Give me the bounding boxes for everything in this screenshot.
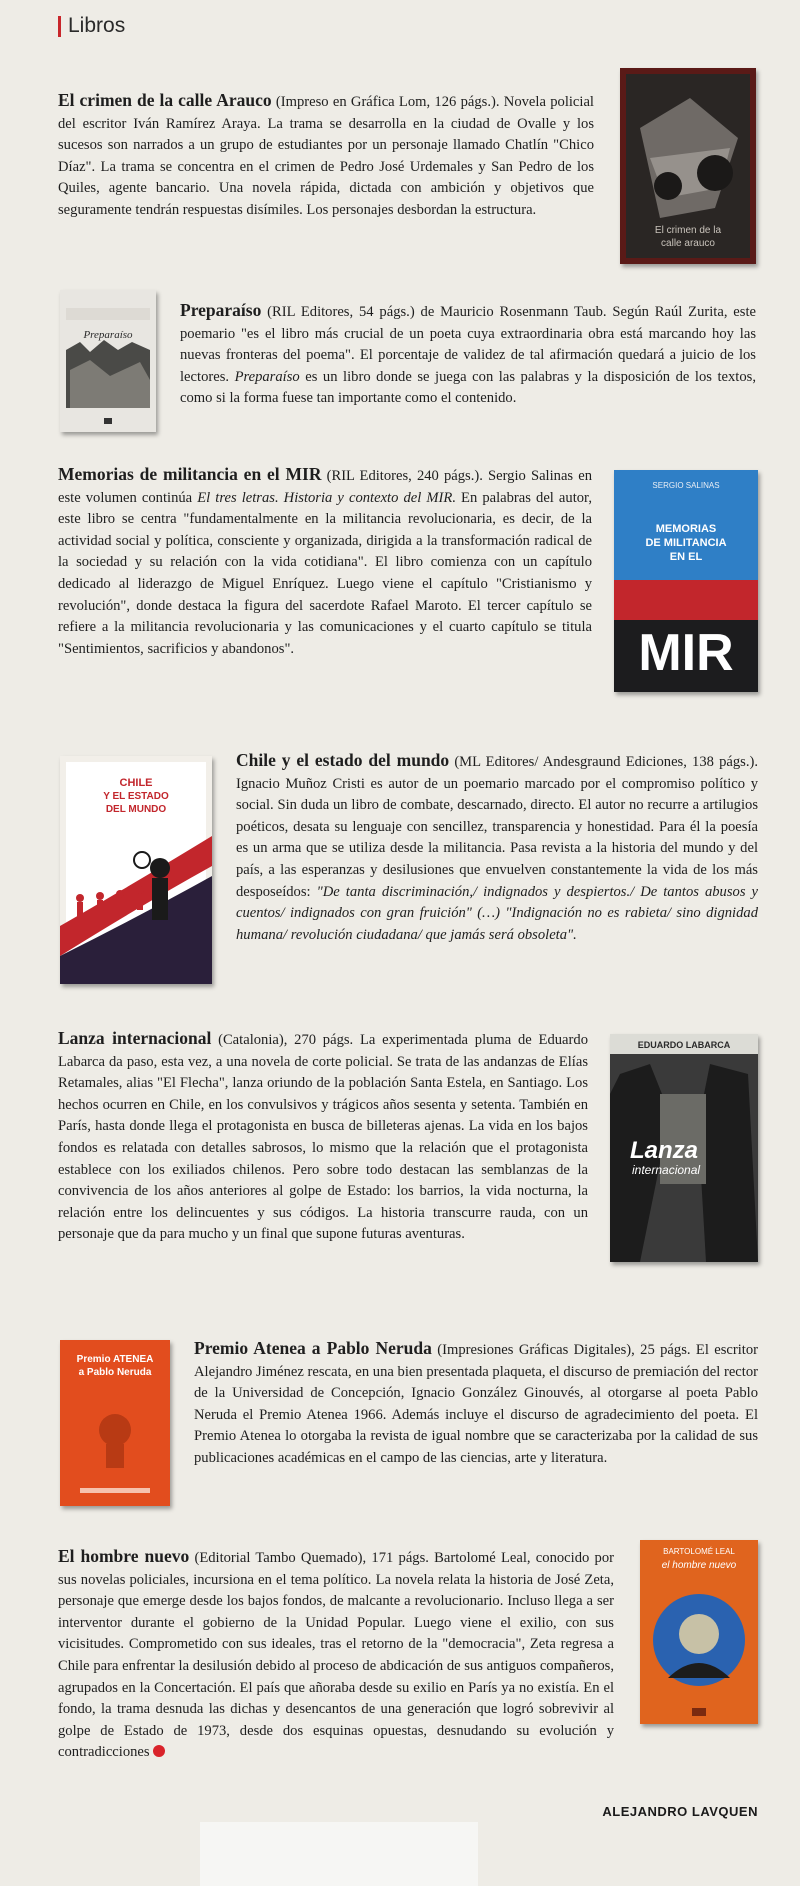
cover-title-line2: DE MILITANCIA	[645, 537, 727, 549]
cover-author: BARTOLOMÉ LEAL	[663, 1547, 735, 1556]
section-title: Libros	[68, 14, 126, 37]
book-cover-hombre-nuevo	[640, 1540, 758, 1724]
review-title: Preparaíso	[180, 300, 262, 320]
review-body: Sergio Salinas en este volumen continúa	[58, 468, 592, 506]
review-crimen-calle-arauco	[58, 90, 594, 222]
review-premio-atenea	[194, 1338, 758, 1470]
review-title: Chile y el estado del mundo	[236, 750, 450, 770]
review-body: de Mauricio Rosenmann Taub. Según Raúl Zurita, este poemario "es el libro más crucial de un poeta cuya extraordinaria obra está marcando hoy las nuevas fronteras del poema". El porcentaje de validez de tal afirmación quedará a juicio de los lectores.	[180, 304, 756, 385]
review-title: El hombre nuevo	[58, 1546, 190, 1566]
review-publisher: (Editorial Tambo Quemado), 171 págs.	[189, 1550, 429, 1566]
footer-blank-box	[200, 1822, 478, 1886]
review-body-end: En palabras del autor, este libro se centra "fundamentalmente en la militancia revolucionaria, es decir, de la actividad social y política, consciente y organizada, dirigida a la transformación radical de la sociedad y su relación con la vida cotidiana". El libro comienza con un capítulo dedicado al liderazgo de Miguel Enríquez. Luego viene el capítulo "Cristianismo y revolución", donde destaca la figura del sacerdote Rafael Maroto. El tercer capítulo se refiere a la militancia revolucionaria y las comunicaciones y el cuarto capítulo se titula "Sentimientos, sacrificios y abandonos".	[58, 489, 592, 657]
review-title: Premio Atenea a Pablo Neruda	[194, 1338, 432, 1358]
review-title: Memorias de militancia en el MIR	[58, 464, 322, 484]
cover-title-line1: MEMORIAS	[655, 523, 717, 535]
book-cover-crimen-calle-arauco	[620, 68, 756, 264]
cover-author: SERGIO SALINAS	[652, 481, 720, 490]
review-publisher: (Catalonia), 270 págs.	[211, 1032, 354, 1048]
cover-title-line3: DEL MUNDO	[105, 804, 167, 815]
author-signature: ALEJANDRO LAVQUEN	[602, 1804, 758, 1819]
cover-title-line1: Premio ATENEA	[76, 1354, 154, 1365]
review-publisher: (Impresiones Gráficas Digitales), 25 págs.	[431, 1342, 691, 1358]
cover-title-line2: Y EL ESTADO	[103, 791, 169, 802]
cover-title-big: MIR	[638, 624, 734, 682]
review-italic: Preparaíso	[234, 368, 300, 385]
book-cover-memorias-mir	[614, 470, 758, 692]
section-header	[58, 14, 125, 38]
review-chile-estado-mundo	[236, 750, 758, 946]
cover-title: Preparaíso	[83, 329, 133, 341]
review-body-end: es un libro donde se juega con las palabras y la disposición de los textos, como si la forma fuese tan importante como el contenido.	[180, 368, 756, 407]
cover-title-line3: EN EL	[669, 551, 703, 563]
review-body: Bartolomé Leal, conocido por sus novelas policiales, incursiona en el tema político. La novela relata la historia de José Zeta, personaje que emerge desde los bajos fondos, de malcante a revolucionario. Incluso llega a ser interventor durante el gobierno de la Unidad Popular. Luego viene el exilio, con sus vicisitudes. Comprometido con sus ideales, tras el retorno de la "democracia", Zeta regresa a Chile para enfrentar la desilusión debido al proceso de abdicación de sus antiguos compañeros, agrupados en la Concertación. El país que añoraba desde su exilio en París ya no existía. En el fondo, la trama desnuda las dichas y desencantos de una generación que logró sobrevivir al golpe de Estado de 1973, desde dos esquinas opuestas, desnudando su evolución y contradicciones	[58, 1550, 614, 1761]
review-hombre-nuevo	[58, 1546, 614, 1764]
review-publisher: (ML Editores/ Andesgraund Ediciones, 138 págs.).	[449, 754, 758, 770]
end-of-article-dot	[153, 1745, 165, 1757]
review-title: Lanza internacional	[58, 1028, 212, 1048]
cover-title-line1: Lanza	[630, 1137, 699, 1164]
review-title: El crimen de la calle Arauco	[58, 90, 272, 110]
review-body: El escritor Alejandro Jiménez rescata, en una bien presentada plaqueta, el discurso de premiación del rector de la Universidad de Concepción, Ignacio González Ginouvés, al otorgarse al poeta Pablo Neruda el Premio Atenea 1966. Además incluye el discurso de agradecimiento del poeta. El Premio Atenea lo otorgaba la revista de igual nombre que se caracterizaba por la calidad de sus publicaciones académicas en el campo de las ciencias, arte y literatura.	[194, 1342, 759, 1466]
review-body: La experimentada pluma de Eduardo Labarca da paso, esta vez, a una novela de corte policial. Se trata de las andanzas de Elías Retamales, alias "El Flecha", lanza oriundo de la población Santa Estela, en Santiago. Los hechos ocurren en Chile, en los convulsivos y trágicos años sesenta y setenta. También en París, hasta donde llega el protagonista en busca de billeteras ajenas. La vida en los bajos fondos es relatada con detalles sabrosos, lo mismo que la relación que el protagonista establece con los exiliados chilenos. Pero sobre todo destacan las semblanzas de la convivencia de los años anteriores al golpe de Estado: los barrios, la vida nocturna, la relación entre los delincuentes y sus códigos. La historia transcurre rauda, con un personaje que da para mucho y un final que supone futuras aventuras.	[58, 1032, 588, 1243]
cover-title-line2: a Pablo Neruda	[78, 1367, 152, 1378]
book-cover-premio-atenea	[60, 1340, 170, 1506]
review-body: Ignacio Muñoz Cristi es autor de un poemario marcado por el compromiso político y social. Sin duda un libro de combate, descarnado, directo. El autor no recurre a artilugios poéticos, desata su lenguaje con sencillez, transparencia y honestidad. Para él la poesía es un arma que se utiliza desde la militancia. Pasa revista a la historia del mundo y del país, a las esperanzas y desilusiones que envuelven constantemente la vida de los más desposeídos:	[236, 775, 758, 900]
review-publisher: (RIL Editores, 240 págs.).	[321, 468, 483, 484]
review-body: Novela policial del escritor Iván Ramírez Araya. La trama se desarrolla en la ciudad de Ovalle y los sucesos son narrados a un grupo de estudiantes por un personaje llamado Chatlín "Chico Díaz". La trama se concentra en el crimen de Pedro José Urdemales y San Pedro de los Quiles, agente bancario. Una novela rápida, dictada con ambición y objetivos que seguramente tendrán respuestas disímiles. Los personajes desbordan la estructura.	[58, 94, 594, 218]
review-italic: El tres letras. Historia y contexto del MIR.	[197, 489, 456, 506]
cover-title-line2: internacional	[632, 1163, 701, 1177]
cover-author: EDUARDO LABARCA	[637, 1040, 731, 1050]
review-lanza-internacional	[58, 1028, 588, 1246]
book-cover-preparaiso	[60, 290, 156, 432]
section-accent-bar	[58, 16, 61, 37]
review-publisher: (RIL Editores, 54 págs.)	[261, 304, 415, 320]
review-memorias-mir	[58, 464, 592, 660]
cover-title-line1: CHILE	[119, 777, 153, 789]
review-preparaiso	[180, 300, 756, 410]
cover-title-line1: el hombre nuevo	[661, 1560, 737, 1571]
review-italic: "De tanta discriminación,/ indignados y despiertos./ De tantos abusos y cuentos/ indignados con gran fruición" (…) "Indignación no es rabieta/ sino dignidad humana/ revolución ciudadana/ que jamás será obsoleta".	[236, 883, 758, 943]
book-cover-chile-estado-mundo	[60, 756, 212, 984]
book-cover-lanza-internacional	[610, 1034, 758, 1262]
cover-title-line1: El crimen de la	[654, 225, 722, 236]
review-publisher: (Impreso en Gráfica Lom, 126 págs.).	[271, 94, 500, 110]
cover-title-line2: calle arauco	[661, 238, 715, 249]
